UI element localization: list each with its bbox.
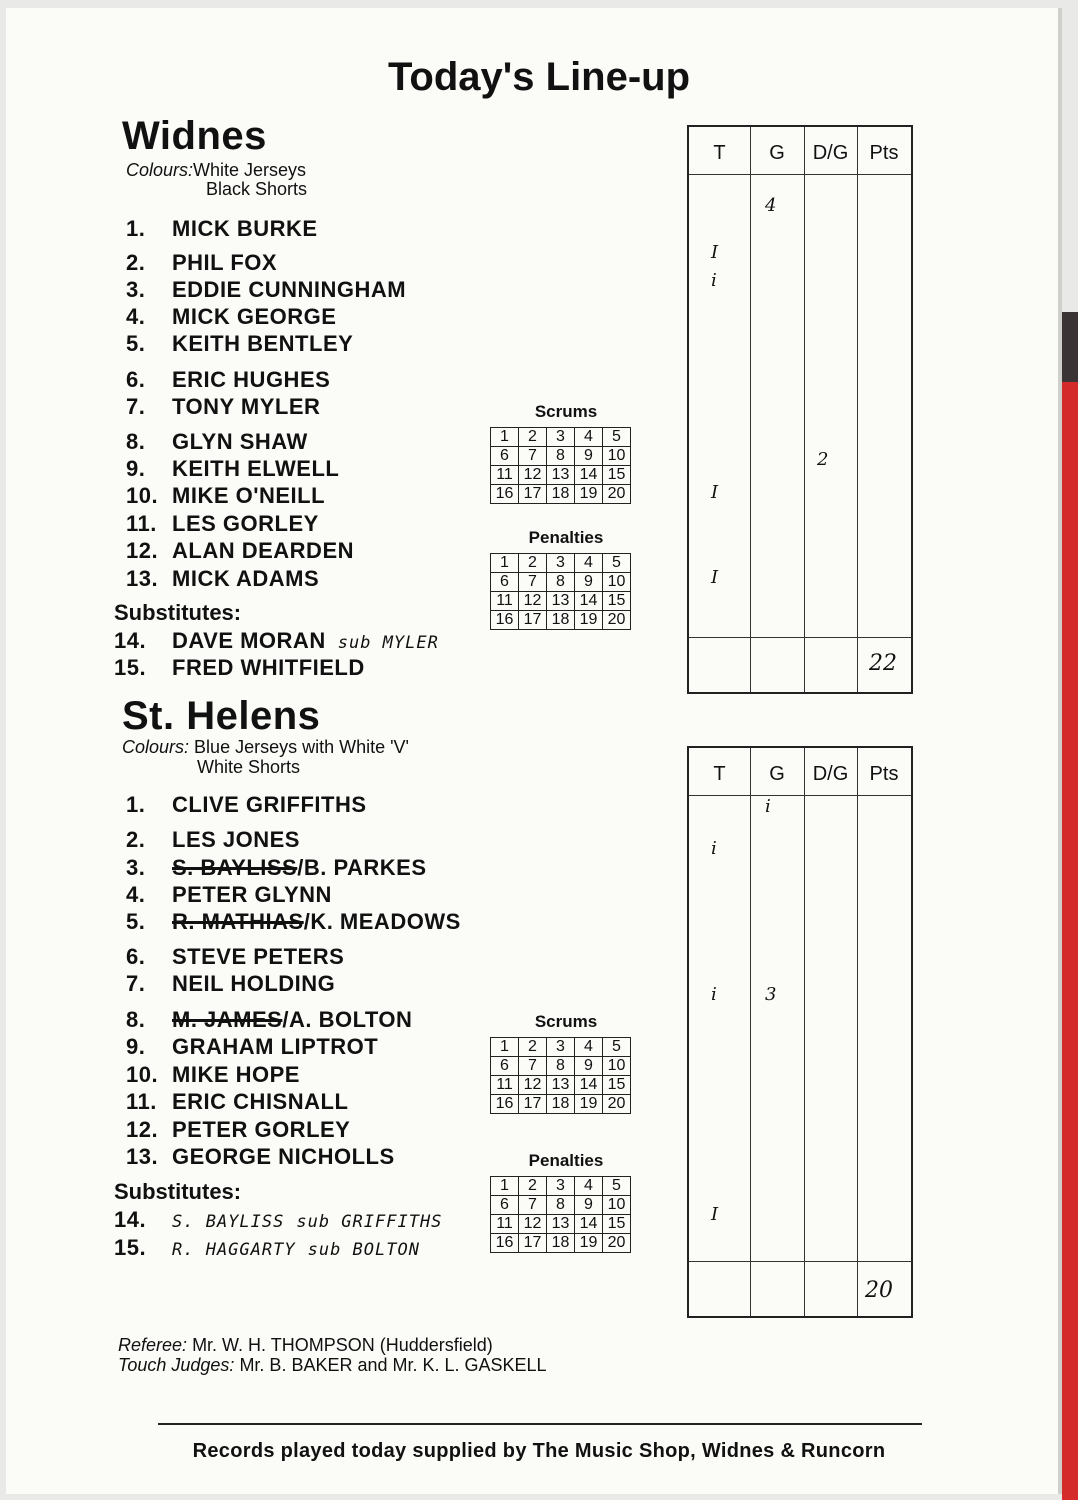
scrums-grid — [490, 427, 631, 504]
grid-cell: 20 — [603, 1095, 631, 1114]
grid-cell: 17 — [519, 1234, 547, 1253]
player-name: /B. PARKES — [297, 855, 427, 880]
player-number: 2. — [126, 250, 146, 275]
player-name: EDDIE CUNNINGHAM — [172, 277, 407, 302]
substitutes-heading: Substitutes: — [114, 600, 242, 625]
score-column-divider — [804, 748, 805, 1316]
player-name: FRED WHITFIELD — [172, 655, 365, 680]
touch-judges-label: Touch Judges: — [118, 1355, 235, 1375]
score-total-divider — [689, 637, 911, 638]
grid-cell: 9 — [575, 1057, 603, 1076]
player-name: GLYN SHAW — [172, 429, 308, 454]
player-name: GEORGE NICHOLLS — [172, 1144, 395, 1169]
grid-cell: 3 — [547, 554, 575, 573]
grid-cell: 7 — [519, 1057, 547, 1076]
player-name: ERIC HUGHES — [172, 367, 331, 392]
player-name: MICK GEORGE — [172, 304, 337, 329]
grid-cell: 4 — [575, 1038, 603, 1057]
sthelens-jerseys: Blue Jerseys with White 'V' — [194, 737, 409, 757]
handwritten-tally: I — [711, 567, 719, 588]
grid-cell: 11 — [491, 1076, 519, 1095]
player-number: 13. — [126, 1144, 159, 1169]
player-number: 15. — [114, 1235, 147, 1260]
player-number: 9. — [126, 1034, 146, 1059]
grid-cell: 1 — [491, 428, 519, 447]
handwritten-tally: i — [711, 838, 717, 859]
referee-line — [118, 1335, 493, 1356]
colours-label: Colours: — [122, 737, 190, 757]
grid-cell: 8 — [547, 1196, 575, 1215]
player-row — [126, 277, 406, 303]
grid-cell: 10 — [603, 1057, 631, 1076]
score-header-g: G — [769, 142, 785, 164]
grid-cell: 16 — [491, 1234, 519, 1253]
score-header-divider — [689, 795, 911, 796]
score-header-pts: Pts — [869, 142, 899, 164]
grid-cell: 14 — [575, 466, 603, 485]
grid-cell: 19 — [575, 611, 603, 630]
grid-cell: 8 — [547, 447, 575, 466]
substitutes-heading: Substitutes: — [114, 1179, 242, 1204]
player-name: MICK ADAMS — [172, 566, 320, 591]
grid-cell: 6 — [491, 1057, 519, 1076]
colours-label: Colours: — [126, 160, 194, 180]
grid-cell: 6 — [491, 1196, 519, 1215]
handwritten-tally: i — [765, 796, 771, 817]
grid-cell: 12 — [519, 592, 547, 611]
grid-cell: 14 — [575, 592, 603, 611]
player-number: 4. — [126, 882, 146, 907]
player-name: DAVE MORAN — [172, 628, 326, 653]
player-name: /K. MEADOWS — [303, 909, 461, 934]
score-header-g: G — [769, 763, 785, 785]
grid-cell: 3 — [547, 1177, 575, 1196]
player-row — [126, 367, 330, 393]
grid-cell: 20 — [603, 485, 631, 504]
substitute-name-handwritten: S. BAYLISS — [172, 1212, 285, 1232]
player-number: 12. — [126, 538, 159, 563]
grid-cell: 17 — [519, 1095, 547, 1114]
player-name: GRAHAM LIPTROT — [172, 1034, 379, 1059]
player-row — [126, 566, 319, 592]
handwritten-sub-note: sub MYLER — [337, 633, 439, 653]
handwritten-tally: I — [711, 242, 719, 263]
grid-cell: 20 — [603, 611, 631, 630]
grid-cell: 6 — [491, 573, 519, 592]
grid-cell: 1 — [491, 554, 519, 573]
player-name-struck: S. BAYLISS — [172, 855, 298, 880]
player-row — [126, 250, 277, 276]
player-row — [126, 394, 320, 420]
player-number: 14. — [114, 1207, 147, 1232]
penalties-grid — [490, 1176, 631, 1253]
player-row — [126, 1007, 412, 1033]
player-name: /A. BOLTON — [282, 1007, 413, 1032]
handwritten-sub-note: sub GRIFFITHS — [296, 1212, 443, 1232]
substitute-row — [114, 655, 365, 681]
substitute-row — [114, 1235, 420, 1261]
referee-name: Mr. W. H. THOMPSON (Huddersfield) — [192, 1335, 493, 1355]
player-number: 2. — [126, 827, 146, 852]
player-number: 3. — [126, 855, 146, 880]
grid-cell: 5 — [603, 554, 631, 573]
grid-cell: 1 — [491, 1038, 519, 1057]
grid-cell: 15 — [603, 592, 631, 611]
score-header-t: T — [713, 763, 726, 785]
grid-cell: 13 — [547, 466, 575, 485]
footer-credit: Records played today supplied by The Music Shop, Widnes & Runcorn — [192, 1440, 886, 1462]
grid-cell: 20 — [603, 1234, 631, 1253]
penalties-label: Penalties — [528, 528, 604, 547]
player-row — [126, 1034, 378, 1060]
grid-cell: 11 — [491, 592, 519, 611]
grid-cell: 2 — [519, 428, 547, 447]
player-name: PETER GORLEY — [172, 1117, 351, 1142]
handwritten-tally: I — [711, 482, 719, 503]
grid-cell: 5 — [603, 1038, 631, 1057]
grid-cell: 9 — [575, 447, 603, 466]
score-total-divider — [689, 1261, 911, 1262]
score-header-dg: D/G — [812, 763, 849, 785]
score-column-divider — [857, 127, 858, 692]
grid-cell: 10 — [603, 573, 631, 592]
widnes-jerseys: White Jerseys — [193, 160, 307, 180]
score-header-t: T — [713, 142, 726, 164]
handwritten-tally: i — [711, 984, 717, 1005]
grid-cell: 15 — [603, 1215, 631, 1234]
player-name: LES GORLEY — [172, 511, 319, 536]
grid-cell: 16 — [491, 485, 519, 504]
referee-label: Referee: — [118, 1335, 188, 1355]
player-row — [126, 429, 308, 455]
player-row — [126, 909, 461, 935]
player-name: PHIL FOX — [172, 250, 278, 275]
player-number: 1. — [126, 216, 146, 241]
cover-edge-red — [1062, 312, 1078, 1500]
handwritten-sub-note: sub BOLTON — [307, 1240, 420, 1260]
grid-cell: 3 — [547, 428, 575, 447]
points-total: 20 — [865, 1278, 893, 1303]
player-row — [126, 456, 339, 482]
grid-cell: 4 — [575, 1177, 603, 1196]
grid-cell: 7 — [519, 447, 547, 466]
grid-cell: 17 — [519, 485, 547, 504]
player-number: 14. — [114, 628, 147, 653]
scrums-grid — [490, 1037, 631, 1114]
score-column-divider — [750, 748, 751, 1316]
player-number: 5. — [126, 909, 146, 934]
player-row — [126, 882, 332, 908]
sthelens-colours — [122, 737, 409, 757]
team-name-sthelens: St. Helens — [122, 694, 321, 738]
sthelens-score-box — [687, 746, 913, 1318]
substitute-row — [114, 1207, 442, 1233]
player-name: MIKE HOPE — [172, 1062, 300, 1087]
player-name: MIKE O'NEILL — [172, 483, 326, 508]
player-name: TONY MYLER — [172, 394, 321, 419]
grid-cell: 14 — [575, 1215, 603, 1234]
grid-cell: 13 — [547, 592, 575, 611]
team-name-widnes: Widnes — [122, 114, 267, 158]
player-number: 10. — [126, 1062, 159, 1087]
sthelens-shorts: White Shorts — [197, 757, 301, 777]
grid-cell: 3 — [547, 1038, 575, 1057]
grid-cell: 1 — [491, 1177, 519, 1196]
substitute-row — [114, 628, 439, 654]
grid-cell: 4 — [575, 428, 603, 447]
grid-cell: 7 — [519, 1196, 547, 1215]
player-name-struck: M. JAMES — [172, 1007, 283, 1032]
grid-cell: 5 — [603, 1177, 631, 1196]
player-number: 7. — [126, 394, 146, 419]
grid-cell: 13 — [547, 1076, 575, 1095]
grid-cell: 7 — [519, 573, 547, 592]
player-row — [126, 1062, 300, 1088]
player-row — [126, 511, 319, 537]
grid-cell: 19 — [575, 1234, 603, 1253]
grid-cell: 2 — [519, 1038, 547, 1057]
player-row — [126, 792, 367, 818]
player-row — [126, 216, 318, 242]
grid-cell: 10 — [603, 447, 631, 466]
score-column-divider — [857, 748, 858, 1316]
player-name-struck: R. MATHIAS — [172, 909, 304, 934]
player-number: 3. — [126, 277, 146, 302]
score-column-divider — [750, 127, 751, 692]
grid-cell: 18 — [547, 1234, 575, 1253]
player-name: STEVE PETERS — [172, 944, 345, 969]
grid-cell: 9 — [575, 573, 603, 592]
grid-cell: 17 — [519, 611, 547, 630]
score-header-divider — [689, 174, 911, 175]
player-row — [126, 331, 353, 357]
handwritten-tally: 3 — [765, 984, 777, 1005]
player-row — [126, 538, 354, 564]
player-row — [126, 1144, 395, 1170]
grid-cell: 2 — [519, 554, 547, 573]
grid-cell: 15 — [603, 1076, 631, 1095]
player-row — [126, 1117, 350, 1143]
grid-cell: 11 — [491, 1215, 519, 1234]
player-row — [126, 483, 325, 509]
player-row — [126, 971, 335, 997]
player-number: 8. — [126, 429, 146, 454]
player-number: 8. — [126, 1007, 146, 1032]
player-number: 4. — [126, 304, 146, 329]
player-number: 6. — [126, 367, 146, 392]
handwritten-tally: 4 — [765, 195, 777, 216]
page-title: Today's Line-up — [387, 55, 691, 99]
widnes-colours — [126, 160, 306, 180]
grid-cell: 19 — [575, 485, 603, 504]
footer-divider — [158, 1423, 922, 1425]
penalties-grid — [490, 553, 631, 630]
grid-cell: 16 — [491, 611, 519, 630]
player-name: PETER GLYNN — [172, 882, 332, 907]
player-name: NEIL HOLDING — [172, 971, 336, 996]
cover-edge-dark — [1062, 312, 1078, 382]
player-number: 10. — [126, 483, 159, 508]
player-number: 7. — [126, 971, 146, 996]
player-row — [126, 855, 427, 881]
grid-cell: 13 — [547, 1215, 575, 1234]
widnes-shorts: Black Shorts — [206, 179, 308, 199]
grid-cell: 16 — [491, 1095, 519, 1114]
touch-judges-names: Mr. B. BAKER and Mr. K. L. GASKELL — [239, 1355, 547, 1375]
grid-cell: 4 — [575, 554, 603, 573]
handwritten-tally: 2 — [817, 449, 829, 470]
player-name: KEITH BENTLEY — [172, 331, 354, 356]
player-row — [126, 827, 300, 853]
grid-cell: 18 — [547, 611, 575, 630]
grid-cell: 12 — [519, 466, 547, 485]
player-name: KEITH ELWELL — [172, 456, 340, 481]
points-total: 22 — [869, 651, 897, 676]
scrums-label: Scrums — [534, 1012, 598, 1031]
grid-cell: 11 — [491, 466, 519, 485]
player-number: 15. — [114, 655, 147, 680]
player-row — [126, 944, 344, 970]
player-number: 5. — [126, 331, 146, 356]
player-name: CLIVE GRIFFITHS — [172, 792, 367, 817]
grid-cell: 9 — [575, 1196, 603, 1215]
player-name: ALAN DEARDEN — [172, 538, 354, 563]
score-column-divider — [804, 127, 805, 692]
score-header-pts: Pts — [869, 763, 899, 785]
player-number: 9. — [126, 456, 146, 481]
substitute-name-handwritten: R. HAGGARTY — [172, 1240, 296, 1260]
grid-cell: 15 — [603, 466, 631, 485]
player-name: ERIC CHISNALL — [172, 1089, 349, 1114]
grid-cell: 14 — [575, 1076, 603, 1095]
player-row — [126, 1089, 348, 1115]
widnes-score-box — [687, 125, 913, 694]
grid-cell: 12 — [519, 1215, 547, 1234]
player-name: LES JONES — [172, 827, 300, 852]
grid-cell: 19 — [575, 1095, 603, 1114]
handwritten-tally: I — [711, 1204, 719, 1225]
grid-cell: 18 — [547, 485, 575, 504]
grid-cell: 18 — [547, 1095, 575, 1114]
touch-judges-line — [118, 1355, 547, 1376]
grid-cell: 12 — [519, 1076, 547, 1095]
grid-cell: 8 — [547, 1057, 575, 1076]
player-number: 13. — [126, 566, 159, 591]
grid-cell: 10 — [603, 1196, 631, 1215]
scrums-label: Scrums — [534, 402, 598, 421]
grid-cell: 5 — [603, 428, 631, 447]
player-number: 11. — [126, 511, 157, 536]
score-header-dg: D/G — [812, 142, 849, 164]
player-number: 6. — [126, 944, 146, 969]
player-name: MICK BURKE — [172, 216, 318, 241]
grid-cell: 8 — [547, 573, 575, 592]
penalties-label: Penalties — [528, 1151, 604, 1170]
grid-cell: 2 — [519, 1177, 547, 1196]
player-row — [126, 304, 336, 330]
grid-cell: 6 — [491, 447, 519, 466]
player-number: 12. — [126, 1117, 159, 1142]
player-number: 1. — [126, 792, 146, 817]
handwritten-tally: i — [711, 270, 717, 291]
player-number: 11. — [126, 1089, 157, 1114]
